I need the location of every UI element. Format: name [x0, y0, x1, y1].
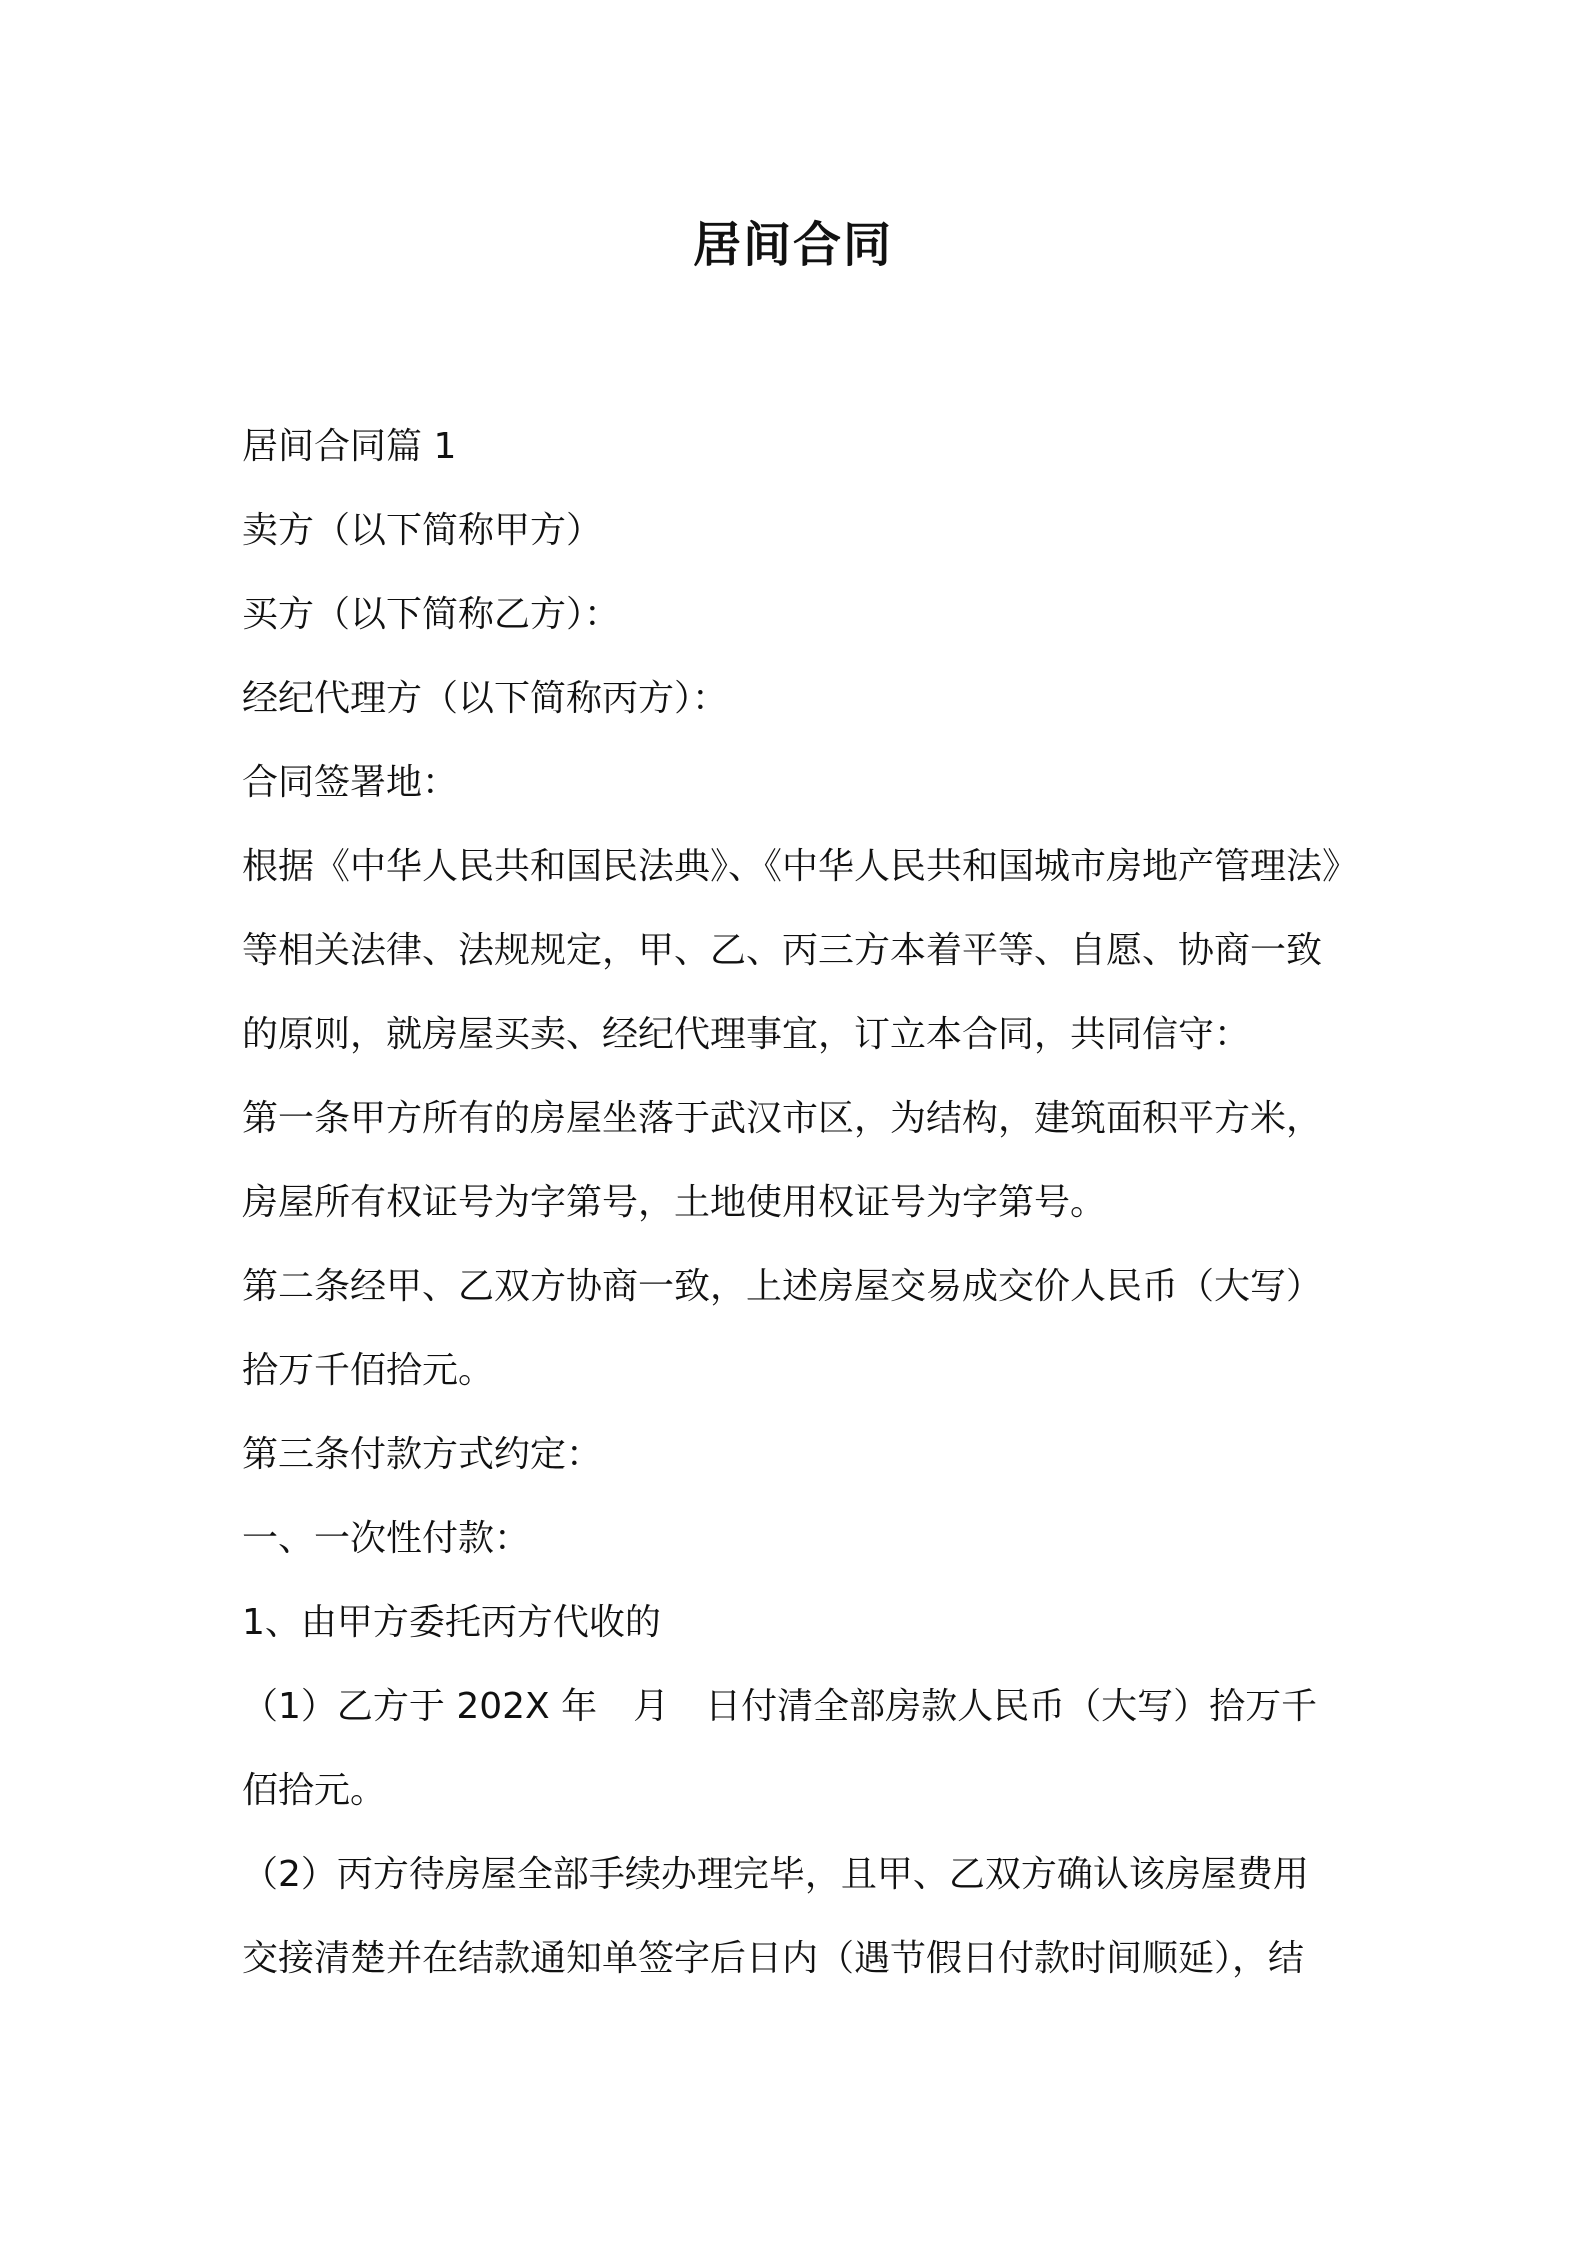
document-title: 居间合同	[692, 217, 893, 273]
text-line: 1、由甲方委托丙方代收的	[242, 1602, 661, 1643]
text-line: 居间合同篇 1	[242, 426, 457, 467]
text-line: 一、一次性付款：	[242, 1518, 531, 1559]
text-line: 的原则，就房屋买卖、经纪代理事宜，订立本合同，共同信守：	[242, 1014, 1251, 1055]
text-line: 等相关法律、法规规定，甲、乙、丙三方本着平等、自愿、协商一致	[242, 930, 1323, 971]
text-line: 根据《中华人民共和国民法典》、《中华人民共和国城市房地产管理法》	[242, 846, 1359, 887]
text-line: 佰拾元。	[242, 1770, 387, 1811]
text-line: 合同签署地：	[242, 762, 459, 803]
text-line: 卖方（以下简称甲方）	[242, 510, 603, 551]
text-line: 房屋所有权证号为字第号，土地使用权证号为字第号。	[242, 1182, 1107, 1223]
text-line: 第一条甲方所有的房屋坐落于武汉市区，为结构，建筑面积平方米，	[242, 1098, 1323, 1139]
text-line: 第二条经甲、乙双方协商一致，上述房屋交易成交价人民币（大写）	[242, 1266, 1323, 1307]
text-line: 交接清楚并在结款通知单签字后日内（遇节假日付款时间顺延），结	[242, 1938, 1305, 1979]
text-line: 拾万千佰拾元。	[242, 1350, 495, 1391]
document-body	[242, 405, 1362, 2001]
text-line: （1）乙方于 202X 年 月 日付清全部房款人民币（大写）拾万千	[242, 1686, 1318, 1727]
text-line: 第三条付款方式约定：	[242, 1434, 603, 1475]
text-line: 经纪代理方（以下简称丙方）：	[242, 678, 729, 719]
text-line: 买方（以下简称乙方）：	[242, 594, 621, 635]
text-line: （2）丙方待房屋全部手续办理完毕，且甲、乙双方确认该房屋费用	[242, 1854, 1309, 1895]
